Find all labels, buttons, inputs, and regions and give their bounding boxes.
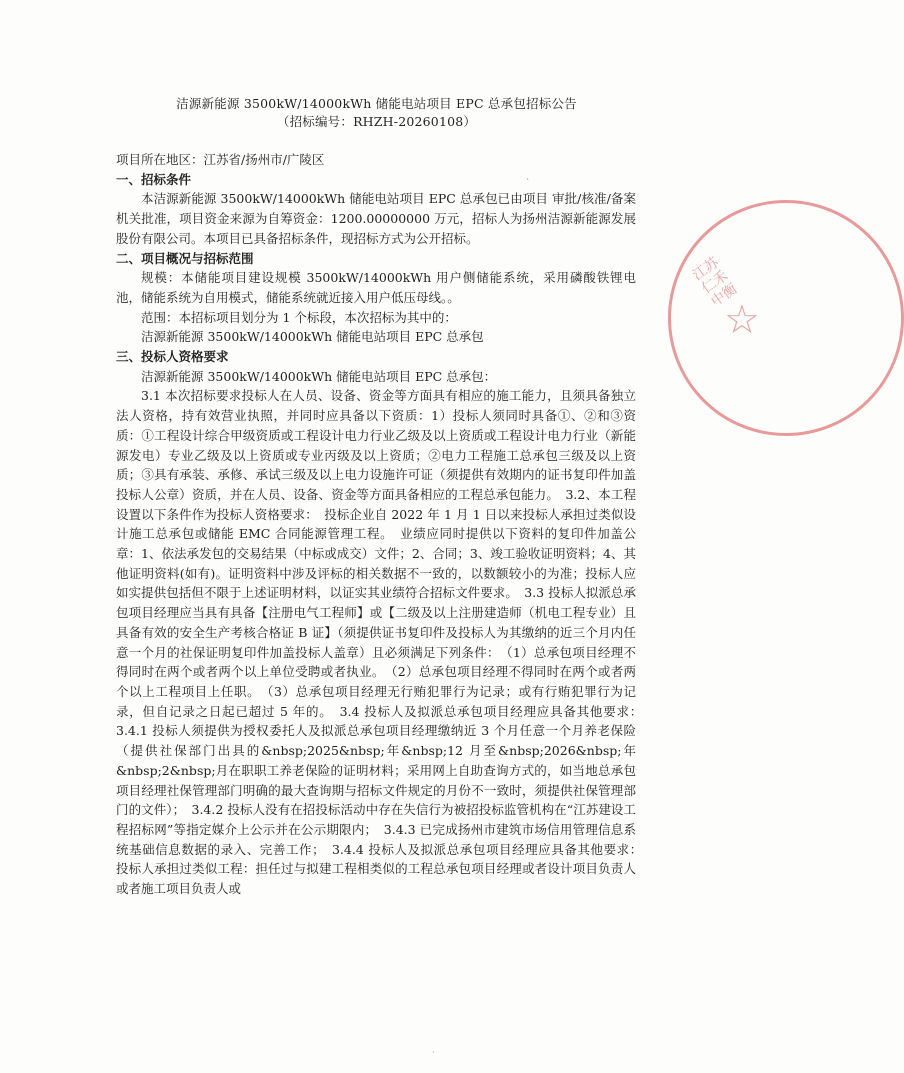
lot-name: 洁源新能源 3500kW/14000kWh 储能电站项目 EPC 总承包 [141, 329, 484, 345]
tender-number: （招标编号：RHZH-20260108） [276, 114, 477, 129]
project-location: 项目所在地区：江苏省/扬州市/广陵区 [116, 152, 325, 167]
document-body [116, 150, 649, 899]
seal-text: 江苏仁禾中衡 [689, 254, 741, 311]
document-title: 洁源新能源 3500kW/14000kWh 储能电站项目 EPC 总承包招标公告 [176, 96, 577, 111]
section-1-paragraph: 本洁源新能源 3500kW/14000kWh 储能电站项目 EPC 总承包已由项目 审批/核准/备案机关批准，项目资金来源为自筹资金：1200.00000000 万元，招标人为扬州洁源新能源发展股份有限公司。本项目已具备招标条件，现招标方式为公开招标。 [116, 191, 636, 246]
stray-mark-bottom: · [432, 1048, 435, 1057]
star-icon: ☆ [724, 297, 760, 343]
project-scale: 规模：本储能项目建设规模 3500kW/14000kWh 用户侧储能系统，采用磷酸铁锂电池，储能系统为自用模式，储能系统就近接入用户低压母线。。 [116, 270, 636, 305]
qualification-requirements: 3.1 本次招标要求投标人在人员、设备、资金等方面具有相应的施工能力，且须具备独立法人资格，持有效营业执照，并同时应具备以下资质：1）投标人须同时具备①、②和③资质：①工程设计综合甲级资质或工程设计电力行业乙级及以上资质或工程设计电力行业（新能源发电）专业乙级及以上资质或专业丙级及以上资质；②电力工程施工总承包三级及以上资质；③具有承装、承修、承试三级及以上电力设施许可证（须提供有效期内的证书复印件加盖投标人公章）资质，并在人员、设备、资金等方面具备相应的工程总承包能力。 3.2、本工程设置以下条件作为投标人资格要求： 投标企业自 2022 年 1 月 1 日以来投标人承担过类似设计施工总承包或储能 EMC 合同能源管理工程。 业绩应同时提供以下资料的复印件加盖公章：1、依法承发包的交易结果（中标或成交）文件；2、合同；3、竣工验收证明资料；4、其他证明资料(如有)。证明资料中涉及评标的相关数据不一致的，以数额较小的为准；投标人应如实提供包括但不限于上述证明材料，以证实其业绩符合招标文件要求。 3.3 投标人拟派总承包项目经理应当具有具备【注册电气工程师】或【二级及以上注册建造师（机电工程专业）且具备有效的安全生产考核合格证 B 证】（须提供证书复印件及投标人为其缴纳的近三个月内任意一个月的社保证明复印件加盖投标人盖章）且必须满足下列条件： （1）总承包项目经理不得同时在两个或者两个以上单位受聘或者执业。 （2）总承包项目经理不得同时在两个或者两个以上工程项目上任职。 （3）总承包项目经理无行贿犯罪行为记录；或有行贿犯罪行为记录，但自记录之日起已超过 5 年的。 3.4 投标人及拟派总承包项目经理应具备其他要求： 3.4.1 投标人须提供为授权委托人及拟派总承包项目经理缴纳近 3 个月任意一个月养老保险（提供社保部门出具的&nbsp;2025&nbsp;年&nbsp;12 月至&nbsp;2026&nbsp;年&nbsp;2&nbsp;月在职职工养老保险的证明材料；采用网上自助查询方式的，如当地总承包项目经理社保管理部门明确的最大查询期与招标文件规定的月份不一致时，须提供社保管理部门的文件）； 3.4.2 投标人没有在招投标活动中存在失信行为被招投标监管机构在“江苏建设工程招标网”等指定媒介上公示并在公示期限内； 3.4.3 已完成扬州市建筑市场信用管理信息系统基础信息数据的录入、完善工作； 3.4.4 投标人及拟派总承包项目经理应具备其他要求： 投标人承担过类似工程：担任过与拟建工程相类似的工程总承包项目经理或者设计项目负责人或者施工项目负责人或 [116, 388, 649, 897]
section-heading-2: 二、项目概况与招标范围 [116, 250, 254, 266]
section-heading-3: 三、投标人资格要求 [116, 349, 229, 365]
stray-mark: ˋ [526, 178, 530, 187]
official-seal [668, 200, 904, 436]
tender-scope: 范围：本招标项目划分为 1 个标段，本次招标为其中的： [141, 309, 457, 325]
section-heading-1: 一、招标条件 [116, 171, 192, 187]
section-3-lot: 洁源新能源 3500kW/14000kWh 储能电站项目 EPC 总承包： [141, 368, 497, 384]
